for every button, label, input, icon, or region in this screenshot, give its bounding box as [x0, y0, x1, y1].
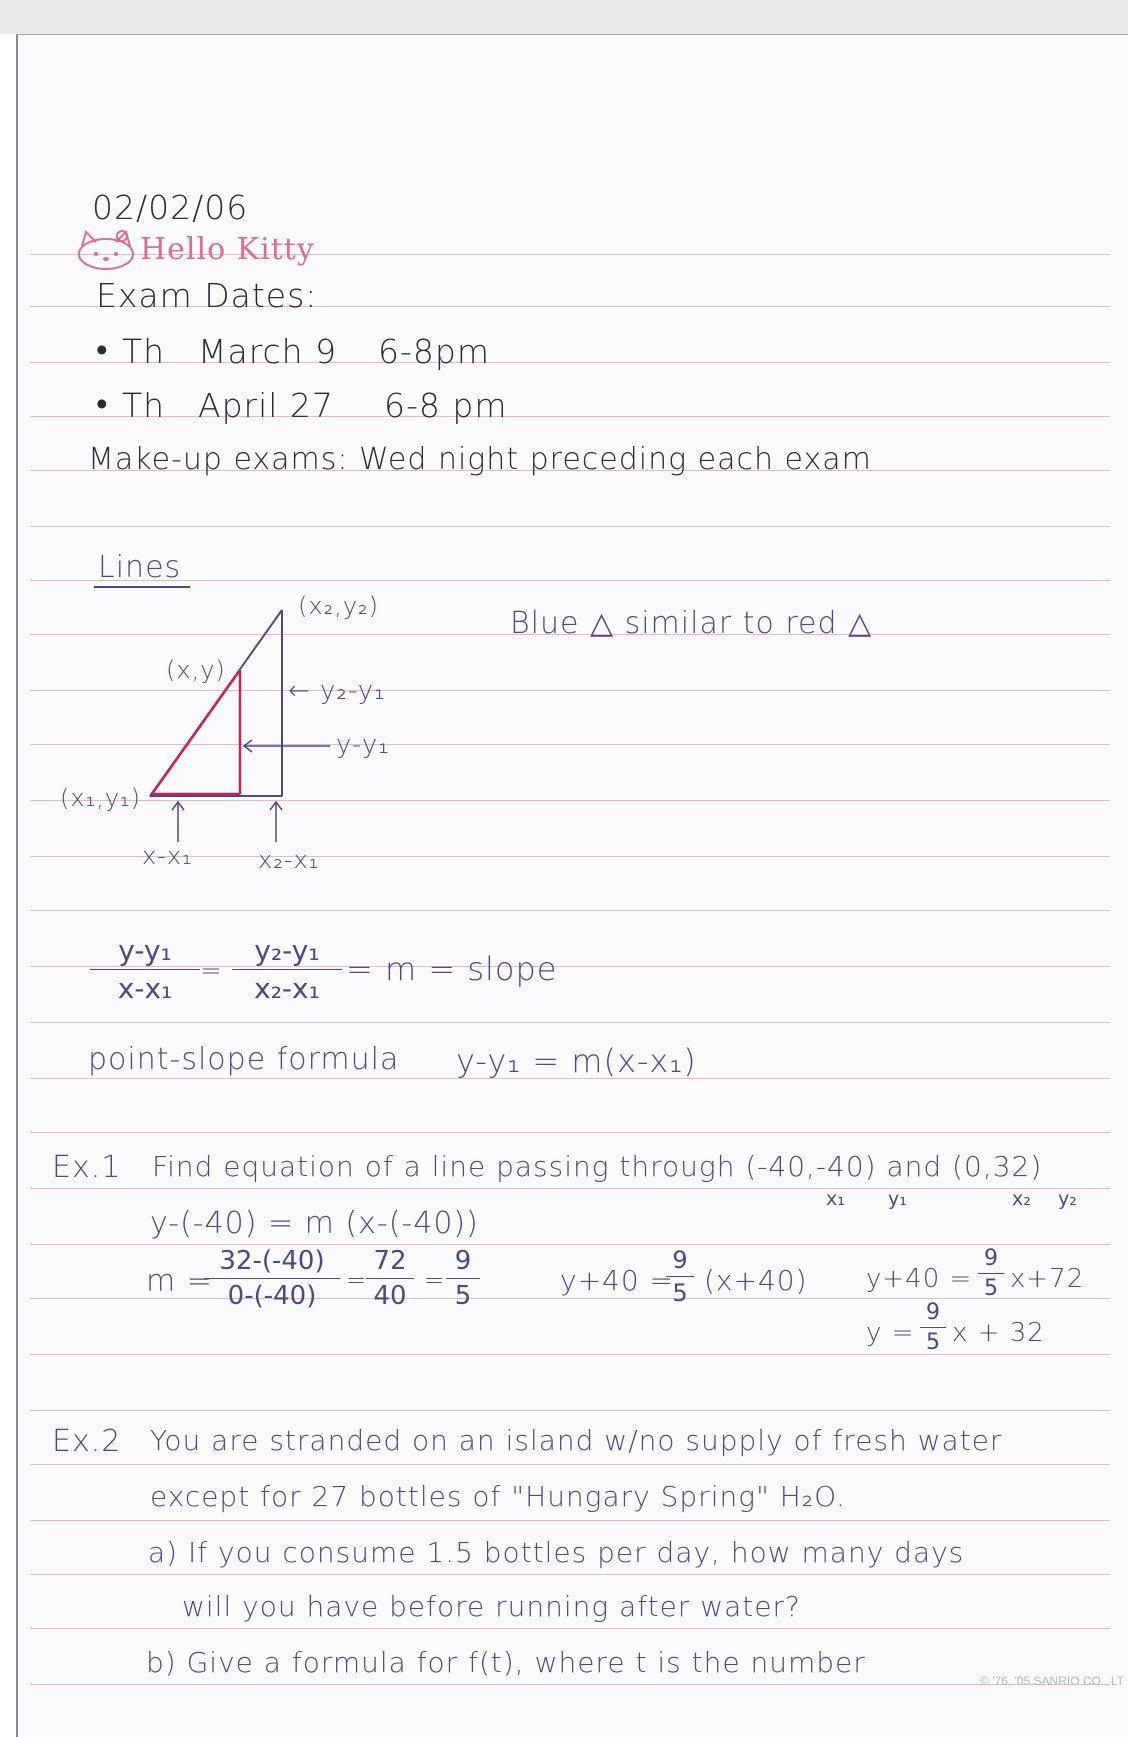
fraction-denominator: 0-(-40): [227, 1281, 317, 1311]
exam-day: Th: [122, 386, 166, 425]
label-p1: (x₁,y₁): [60, 784, 142, 812]
fraction-numerator: y₂-y₁: [232, 934, 342, 970]
exam-time: 6-8pm: [378, 332, 490, 371]
ruled-line: [30, 1574, 1110, 1575]
fraction-denominator: 5: [984, 1276, 998, 1301]
ruled-line: [30, 1354, 1110, 1355]
sub-x1: x₁: [826, 1188, 845, 1210]
equals-sign: =: [346, 1266, 368, 1294]
ex2-part-a-line-2: will you have before running after water?: [182, 1590, 801, 1623]
exam-bullet: •: [96, 330, 109, 369]
fraction-numerator: 72: [366, 1246, 414, 1279]
exam-date: April 27: [198, 386, 334, 425]
eq-b-right: x+72: [1010, 1264, 1085, 1294]
label-dx: x-x₁: [142, 842, 193, 870]
fraction-numerator: y-y₁: [90, 934, 200, 970]
copyright-notice: © '76, '05 SANRIO CO., LT: [980, 1674, 1124, 1688]
ex2-line-2: except for 27 bottles of "Hungary Spring" H₂O.: [150, 1480, 846, 1513]
ruled-line: [30, 1188, 1110, 1189]
eq-a-right: (x+40): [704, 1264, 808, 1297]
exam-title: Exam Dates:: [96, 276, 318, 315]
ex2-label: Ex.2: [52, 1424, 122, 1459]
label-dy: y-y₁: [336, 730, 390, 760]
ruled-line: [30, 1244, 1110, 1245]
m-label: m =: [146, 1264, 213, 1299]
label-dy2: ← y₂-y₁: [288, 676, 386, 706]
fraction-numerator: 9: [978, 1246, 1004, 1274]
lines-heading: Lines: [98, 550, 182, 585]
hello-kitty-brand: Hello Kitty: [140, 232, 315, 267]
fraction-slope-2: [232, 934, 342, 1005]
fraction-denominator: x₂-x₁: [254, 972, 320, 1005]
point-slope-formula: y-y₁ = m(x-x₁): [456, 1042, 697, 1080]
sub-y2: y₂: [1058, 1188, 1077, 1210]
ruled-line: [30, 1520, 1110, 1521]
ruled-line: [30, 1022, 1110, 1023]
ruled-line: [30, 1410, 1110, 1411]
exam-bullet: •: [96, 384, 109, 423]
ruled-line: [30, 1684, 1110, 1685]
fraction-m: [204, 1246, 340, 1311]
fraction-numerator: 32-(-40): [204, 1246, 340, 1279]
exam-time: 6-8 pm: [384, 386, 508, 425]
red-hypotenuse: [152, 670, 240, 794]
fraction-slope-1: [90, 934, 200, 1005]
label-dx2: x₂-x₁: [258, 846, 320, 874]
label-p2: (x₂,y₂): [298, 592, 380, 620]
ruled-line: [30, 1464, 1110, 1465]
fraction-denominator: 5: [454, 1281, 472, 1311]
fraction-denominator: 40: [373, 1281, 407, 1311]
fraction-denominator: x-x₁: [117, 972, 173, 1005]
label-p: (x,y): [166, 656, 226, 684]
ex1-equation: y-(-40) = m (x-(-40)): [150, 1206, 479, 1241]
eq-c-right: x + 32: [952, 1318, 1045, 1348]
sub-y1: y₁: [888, 1188, 907, 1210]
eq-b-left: y+40 =: [866, 1264, 973, 1294]
sub-x2: x₂: [1012, 1188, 1031, 1210]
fraction-eq-c: [920, 1300, 946, 1355]
eq-a-left: y+40 =: [560, 1264, 675, 1297]
ex2-part-a-line-1: a) If you consume 1.5 bottles per day, how many days: [148, 1536, 965, 1569]
ruled-line: [30, 1132, 1110, 1133]
fraction-eq-b: [978, 1246, 1004, 1301]
fraction-eq-a: [666, 1246, 694, 1307]
slope-label: = m = slope: [346, 950, 558, 988]
ex2-part-b-line-1: b) Give a formula for f(t), where t is the number: [146, 1646, 866, 1679]
fraction-numerator: 9: [920, 1300, 946, 1328]
point-slope-label: point-slope formula: [88, 1042, 400, 1077]
fraction-9-5: [446, 1246, 480, 1311]
fraction-denominator: 5: [672, 1279, 688, 1307]
equals-sign: =: [424, 1266, 446, 1294]
exam-day: Th: [122, 332, 166, 371]
fraction-numerator: 9: [666, 1246, 694, 1277]
fraction-numerator: 9: [446, 1246, 480, 1279]
eq-c-left: y =: [866, 1318, 915, 1348]
equals-sign: =: [200, 956, 223, 986]
fraction-denominator: 5: [926, 1330, 940, 1355]
ruled-line: [30, 910, 1110, 911]
ex1-prompt: Find equation of a line passing through (-40,-40) and (0,32): [152, 1150, 1043, 1183]
similarity-note: Blue △ similar to red △: [510, 606, 873, 641]
fraction-72-40: [366, 1246, 414, 1311]
exam-date: March 9: [198, 332, 338, 371]
ex1-label: Ex.1: [52, 1150, 122, 1185]
note-date: 02/02/06: [92, 188, 249, 227]
ruled-line: [30, 1628, 1110, 1629]
ex2-line-1: You are stranded on an island w/no supply of fresh water: [150, 1424, 1003, 1457]
makeup-note: Make-up exams: Wed night preceding each exam: [88, 442, 872, 477]
